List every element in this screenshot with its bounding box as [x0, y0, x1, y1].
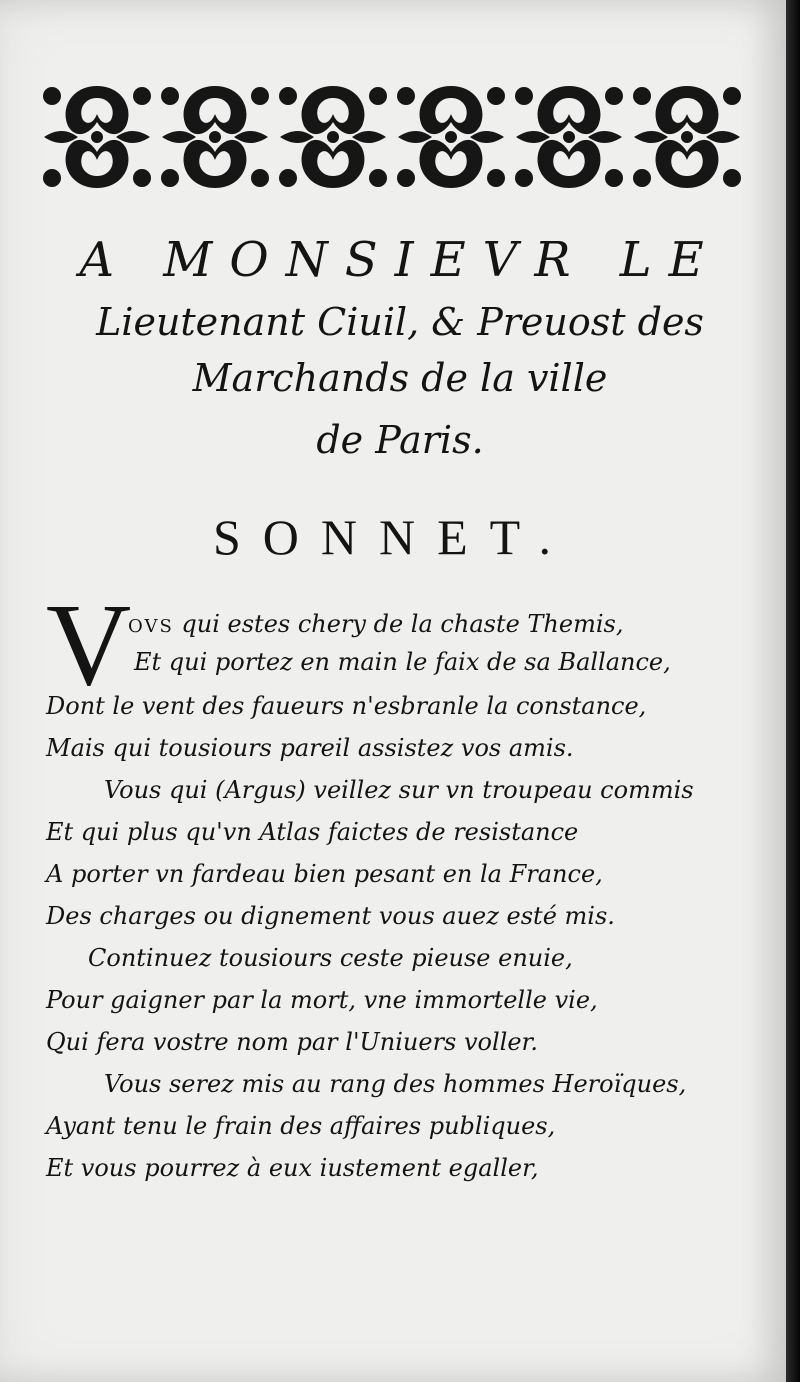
sonnet-line-4: Mais qui tousiours pareil assistez vos amis.	[46, 734, 574, 762]
heading-line-4: de Paris.	[316, 418, 484, 462]
sonnet-line-2: Et qui portez en main le faix de sa Ballance,	[134, 648, 671, 676]
sonnet-line-12: Vous serez mis au rang des hommes Heroïques,	[104, 1070, 687, 1098]
drop-cap: V	[46, 579, 132, 710]
sonnet-line-5: Vous qui (Argus) veillez sur vn troupeau commis	[104, 776, 694, 804]
sonnet-line-1	[128, 608, 623, 643]
sonnet-line-8: Des charges ou dignement vous auez esté mis.	[46, 902, 615, 930]
heading-line-3: Marchands de la ville	[192, 356, 608, 400]
sonnet-line-14: Et vous pourrez à eux iustement egaller,	[46, 1154, 539, 1182]
heading-line-1: A MONSIEVR LE	[79, 232, 721, 288]
sonnet-line-9: Continuez tousiours ceste pieuse enuie,	[88, 944, 573, 972]
sonnet-title: SONNET.	[212, 509, 573, 565]
sonnet-line-7: A porter vn fardeau bien pesant en la France,	[46, 860, 603, 888]
decorative-headpiece	[38, 78, 746, 196]
heading-line-2: Lieutenant Ciuil, & Preuost des	[96, 300, 704, 344]
sonnet-line-13: Ayant tenu le frain des affaires publiques,	[46, 1112, 556, 1140]
page-edge-shadow	[786, 0, 800, 1382]
sonnet-line-10: Pour gaigner par la mort, vne immortelle vie,	[46, 986, 598, 1014]
fleuron-border-graphic	[38, 78, 746, 196]
sonnet-line-6: Et qui plus qu'vn Atlas faictes de resistance	[46, 818, 579, 846]
sonnet-line-3: Dont le vent des faueurs n'esbranle la constance,	[46, 692, 647, 720]
first-word-caps: OVS	[128, 616, 174, 637]
line-text: qui estes chery de la chaste Themis,	[173, 610, 624, 638]
sonnet-line-11: Qui fera vostre nom par l'Uniuers voller.	[46, 1028, 539, 1056]
